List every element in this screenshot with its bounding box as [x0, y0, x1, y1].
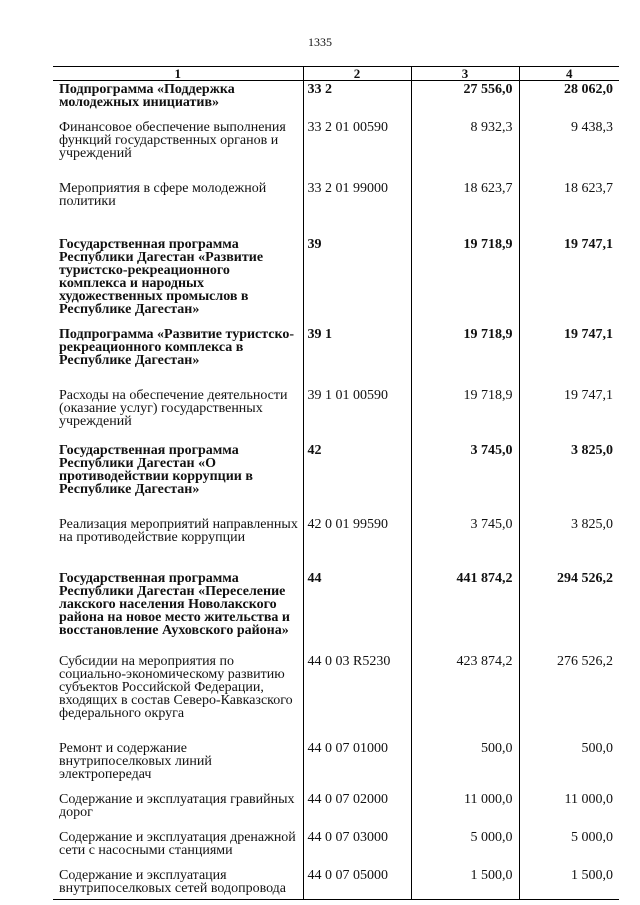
- row-name-cell: Государственная программа Республики Дагестан «Развитие туристско-рекреационного комплекса и народных художественных промыслов в Республике Дагестан»: [59, 237, 264, 317]
- row-value-col4-cell: 19 747,1: [519, 236, 619, 326]
- row-value-col3-cell: 19 718,9: [411, 387, 519, 442]
- row-name-cell: Подпрограмма «Развитие туристско-рекреационного комплекса в Республике Дагестан»: [59, 327, 295, 368]
- row-name-cell: Мероприятия в сфере молодежной политики: [59, 181, 267, 209]
- row-value-col3-cell: 11 000,0: [411, 791, 519, 829]
- row-code-cell: 33 2 01 99000: [303, 180, 411, 236]
- row-value-col3-cell: 441 874,2: [411, 570, 519, 653]
- row-name-cell: Расходы на обеспечение деятельности (оказание услуг) государственных учреждений: [59, 388, 288, 429]
- row-name-cell: Государственная программа Республики Дагестан «Переселение лакского населения Новолакского района на новое место жительства и восстановление Ауховского района»: [59, 571, 290, 638]
- row-name-cell: Финансовое обеспечение выполнения функций государственных органов и учреждений: [59, 120, 286, 161]
- table-row: [53, 653, 619, 740]
- row-code-cell: 44 0 07 02000: [303, 791, 411, 829]
- column-header-2: 2: [303, 67, 411, 81]
- table-row: [53, 387, 619, 442]
- page-number: 1335: [308, 35, 332, 49]
- row-code-cell: 42 0 01 99590: [303, 516, 411, 570]
- row-value-col3-cell: 3 745,0: [411, 442, 519, 516]
- row-name-cell: Содержание и эксплуатация гравийных дорог: [59, 792, 295, 820]
- row-code-cell: 44 0 07 01000: [303, 740, 411, 791]
- table-row: [53, 236, 619, 326]
- row-value-col4-cell: 9 438,3: [519, 119, 619, 180]
- row-value-col3-cell: 27 556,0: [411, 81, 519, 120]
- row-value-col4-cell: 28 062,0: [519, 81, 619, 120]
- row-code-cell: 33 2 01 00590: [303, 119, 411, 180]
- row-value-col3-cell: 19 718,9: [411, 236, 519, 326]
- row-code-cell: 44: [303, 570, 411, 653]
- table-header-row: [53, 67, 619, 81]
- row-value-col4-cell: 11 000,0: [519, 791, 619, 829]
- table-row: [53, 516, 619, 570]
- row-name-cell: Содержание и эксплуатация дренажной сети с насосными станциями: [59, 830, 296, 858]
- row-name-cell: Субсидии на мероприятия по социально-экономическому развитию субъектов Российской Федерации, входящих в состав Северо-Кавказского федерального округа: [59, 654, 293, 721]
- table-row: [53, 442, 619, 516]
- table-row: [53, 791, 619, 829]
- row-value-col4-cell: 19 747,1: [519, 387, 619, 442]
- row-value-col4-cell: 18 623,7: [519, 180, 619, 236]
- row-value-col3-cell: 1 500,0: [411, 867, 519, 900]
- row-value-col4-cell: 500,0: [519, 740, 619, 791]
- row-value-col3-cell: 3 745,0: [411, 516, 519, 570]
- table-row: [53, 570, 619, 653]
- row-code-cell: 44 0 07 03000: [303, 829, 411, 867]
- row-value-col4-cell: 3 825,0: [519, 516, 619, 570]
- table-row: [53, 180, 619, 236]
- row-value-col4-cell: 3 825,0: [519, 442, 619, 516]
- row-name-cell: Реализация мероприятий направленных на противодействие коррупции: [59, 517, 298, 545]
- table-row: [53, 829, 619, 867]
- table-row: [53, 81, 619, 120]
- row-value-col3-cell: 500,0: [411, 740, 519, 791]
- row-code-cell: 44 0 03 R5230: [303, 653, 411, 740]
- row-value-col3-cell: 5 000,0: [411, 829, 519, 867]
- column-header-1: 1: [53, 67, 303, 81]
- table-row: [53, 326, 619, 387]
- table-row: [53, 119, 619, 180]
- budget-table: [53, 66, 619, 900]
- column-header-4: 4: [519, 67, 619, 81]
- row-name-cell: Подпрограмма «Поддержка молодежных инициатив»: [59, 82, 235, 110]
- table-body: [53, 81, 619, 900]
- row-value-col3-cell: 19 718,9: [411, 326, 519, 387]
- row-code-cell: 42: [303, 442, 411, 516]
- table-row: [53, 867, 619, 900]
- row-code-cell: 39 1 01 00590: [303, 387, 411, 442]
- row-value-col4-cell: 1 500,0: [519, 867, 619, 900]
- row-value-col4-cell: 276 526,2: [519, 653, 619, 740]
- row-value-col3-cell: 423 874,2: [411, 653, 519, 740]
- row-code-cell: 39: [303, 236, 411, 326]
- row-value-col3-cell: 8 932,3: [411, 119, 519, 180]
- row-name-cell: Содержание и эксплуатация внутрипоселковых сетей водопровода: [53, 867, 303, 900]
- row-value-col4-cell: 5 000,0: [519, 829, 619, 867]
- table-row: [53, 740, 619, 791]
- column-header-3: 3: [411, 67, 519, 81]
- row-name-cell: Государственная программа Республики Дагестан «О противодействии коррупции в Республике Дагестан»: [59, 443, 253, 497]
- row-value-col4-cell: 19 747,1: [519, 326, 619, 387]
- row-code-cell: 39 1: [303, 326, 411, 387]
- row-code-cell: 44 0 07 05000: [303, 867, 411, 900]
- row-name-cell: Ремонт и содержание внутрипоселковых линий электропередач: [59, 741, 212, 782]
- row-value-col3-cell: 18 623,7: [411, 180, 519, 236]
- row-value-col4-cell: 294 526,2: [519, 570, 619, 653]
- row-code-cell: 33 2: [303, 81, 411, 120]
